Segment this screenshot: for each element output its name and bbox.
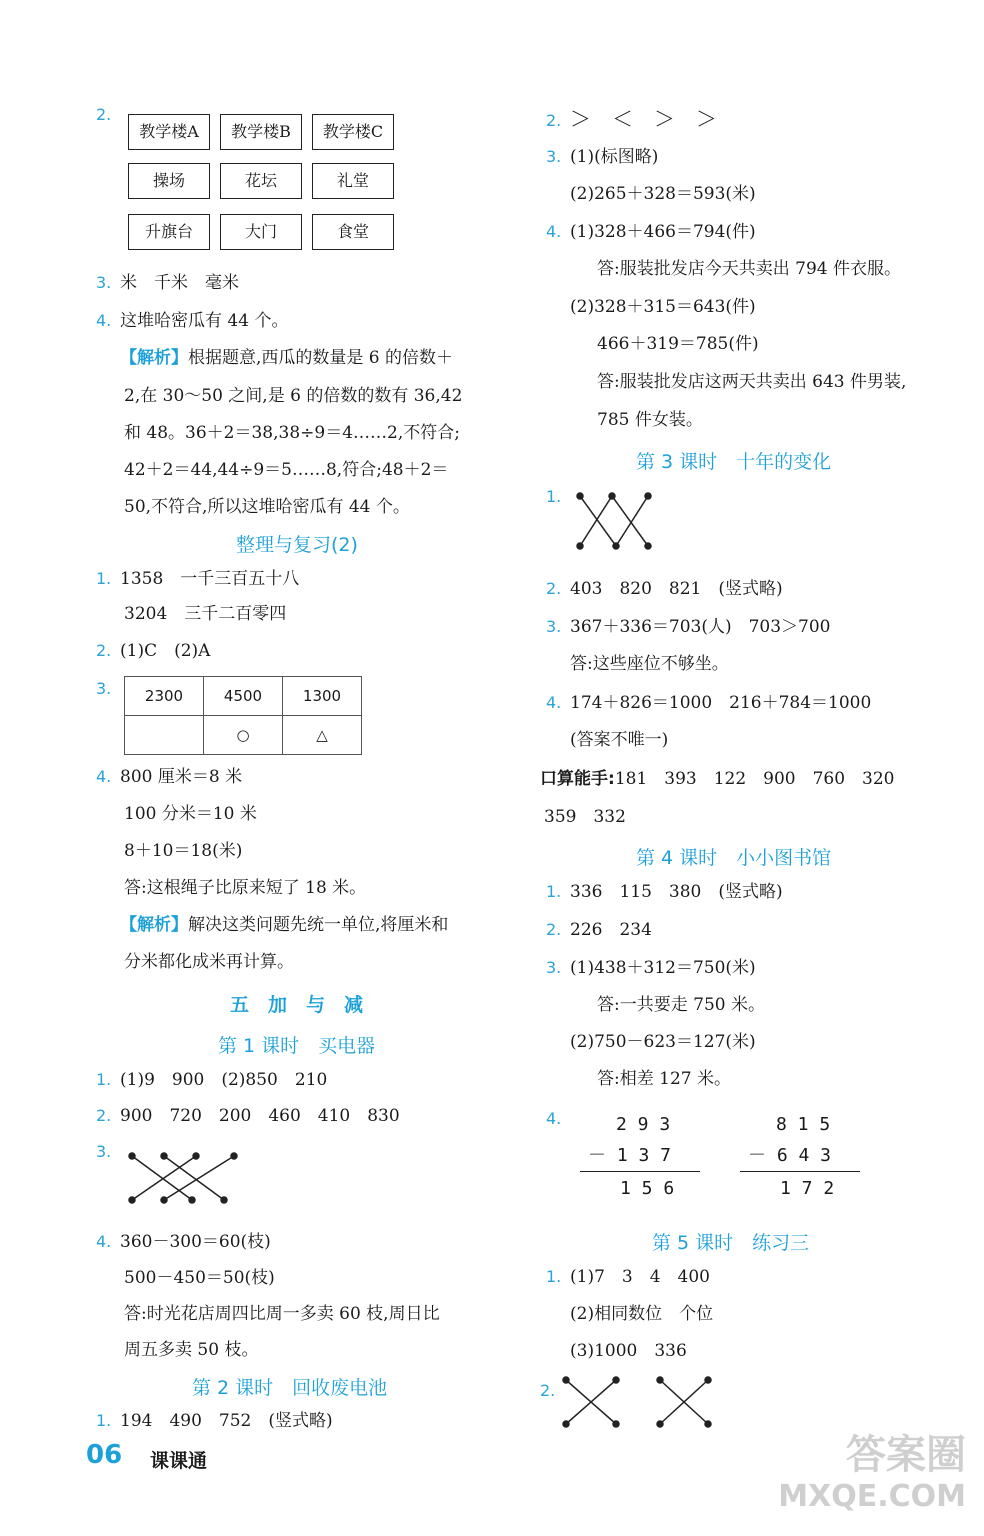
- oral-calc-answers: 359 332: [544, 807, 626, 827]
- rq4-line: (1)328＋466＝794(件): [570, 222, 756, 242]
- r4-number: 4.: [96, 767, 112, 786]
- l3q4-number: 4.: [546, 693, 562, 712]
- r1-number: 1.: [96, 569, 112, 588]
- rq2-answer: ＞ ＜ ＞ ＞: [570, 107, 717, 131]
- comparison-table: [124, 676, 362, 755]
- l1q1-number: 1.: [96, 1070, 112, 1089]
- l3q3-line: 答:这些座位不够坐。: [570, 654, 729, 674]
- r4-line: 8＋10＝18(米): [124, 841, 243, 861]
- l4q1-answer: 336 115 380 (竖式略): [570, 882, 783, 902]
- l4q2-number: 2.: [546, 920, 562, 939]
- analysis-line: 和 48。36＋2＝38,38÷9＝4……2,不符合;: [124, 423, 460, 443]
- watermark-url: MXQE.COM: [778, 1479, 966, 1514]
- section-title-review: 整理与复习(2): [236, 534, 358, 556]
- r3-number: 3.: [96, 679, 112, 698]
- l1q1-answer: (1)9 900 (2)850 210: [120, 1070, 328, 1090]
- analysis-line: 解决这类问题先统一单位,将厘米和: [188, 915, 449, 935]
- sub-result: 1 5 6: [580, 1171, 700, 1199]
- table-cell: 2300: [125, 677, 204, 716]
- analysis-line: 2,在 30～50 之间,是 6 的倍数的数有 36,42: [124, 386, 463, 406]
- rq4-line: 466＋319＝785(件): [580, 334, 759, 354]
- l1q4-line: 500－450＝50(枝): [124, 1268, 275, 1288]
- r4-line: 800 厘米＝8 米: [120, 767, 243, 787]
- matching-lines-diagram: [124, 1148, 254, 1208]
- l5q1-number: 1.: [546, 1267, 562, 1286]
- q4-number: 4.: [96, 311, 112, 330]
- r2-number: 2.: [96, 641, 112, 660]
- analysis-tag: 【解析】: [120, 915, 188, 935]
- l1q3-number: 3.: [96, 1142, 112, 1161]
- l4q3-line: 答:相差 127 米。: [580, 1069, 731, 1089]
- l3q4-line: (答案不唯一): [570, 730, 669, 750]
- l3q4-line: 174＋826＝1000 216＋784＝1000: [570, 693, 872, 713]
- lesson2-title: 第 2 课时 回收废电池: [192, 1377, 388, 1399]
- oral-calc-answers: 181 393 122 900 760 320: [614, 769, 895, 789]
- r4-line: 答:这根绳子比原来短了 18 米。: [124, 878, 367, 898]
- l5q1-line: (2)相同数位 个位: [570, 1304, 714, 1324]
- l4q3-line: 答:一共要走 750 米。: [580, 995, 765, 1015]
- l3q1-number: 1.: [546, 487, 562, 506]
- table-cell: 1300: [283, 677, 362, 716]
- l5q1-line: (1)7 3 4 400: [570, 1267, 710, 1287]
- rq4-line: 785 件女装。: [580, 410, 703, 430]
- q3-number: 3.: [96, 273, 112, 292]
- watermark-text: 答案圈: [846, 1432, 966, 1478]
- r1-line: 1358 一千三百五十八: [120, 569, 300, 589]
- triangle-symbol: △: [283, 716, 362, 755]
- l5q1-line: (3)1000 336: [570, 1341, 687, 1361]
- box-flag-platform: 升旗台: [128, 214, 210, 250]
- lesson5-title: 第 5 课时 练习三: [652, 1232, 810, 1254]
- sub-mid: － 6 4 3: [748, 1145, 832, 1166]
- l3q3-line: 367＋336＝703(人) 703＞700: [570, 617, 831, 637]
- l5q2-number: 2.: [540, 1381, 556, 1400]
- table-cell: [125, 716, 204, 755]
- table-cell: 4500: [204, 677, 283, 716]
- analysis-line: 分米都化成米再计算。: [124, 952, 294, 972]
- unit-title: 五 加 与 减: [230, 994, 364, 1016]
- analysis-line: 50,不符合,所以这堆哈密瓜有 44 个。: [124, 497, 410, 517]
- box-building-a: 教学楼A: [128, 114, 210, 150]
- q4-answer: 这堆哈密瓜有 44 个。: [120, 311, 289, 331]
- box-playground: 操场: [128, 163, 210, 199]
- lesson4-title: 第 4 课时 小小图书馆: [636, 847, 832, 869]
- l1q2-number: 2.: [96, 1106, 112, 1125]
- rq2-number: 2.: [546, 111, 562, 130]
- watermark-logo: [778, 1434, 966, 1518]
- rq3-number: 3.: [546, 147, 562, 166]
- box-building-c: 教学楼C: [312, 114, 394, 150]
- analysis-line: 42＋2＝44,44÷9＝5……8,符合;48＋2＝: [124, 460, 449, 480]
- lesson1-title: 第 1 课时 买电器: [218, 1035, 376, 1057]
- l4q2-answer: 226 234: [570, 920, 652, 940]
- oral-calc-label: 口算能手:: [540, 769, 615, 789]
- analysis-line: 根据题意,西瓜的数量是 6 的倍数＋: [188, 348, 454, 368]
- subtraction-1: [580, 1114, 700, 1199]
- sub-result: 1 7 2: [740, 1171, 860, 1199]
- l4q1-number: 1.: [546, 882, 562, 901]
- box-gate: 大门: [220, 214, 302, 250]
- l3q2-number: 2.: [546, 579, 562, 598]
- box-flowerbed: 花坛: [220, 163, 302, 199]
- l3q2-answer: 403 820 821 (竖式略): [570, 579, 783, 599]
- box-auditorium: 礼堂: [312, 163, 394, 199]
- q2-number: 2.: [96, 105, 112, 124]
- rq4-line: (2)328＋315＝643(件): [570, 297, 756, 317]
- sub-mid: － 1 3 7: [588, 1145, 672, 1166]
- l4q3-number: 3.: [546, 958, 562, 977]
- l1q4-line: 360－300＝60(枝): [120, 1232, 271, 1252]
- sub-top: 8 1 5: [776, 1114, 831, 1135]
- analysis-tag: 【解析】: [120, 348, 188, 368]
- l1q4-number: 4.: [96, 1232, 112, 1251]
- rq3-line: (1)(标图略): [570, 147, 659, 167]
- q3-answer: 米 千米 毫米: [120, 273, 239, 293]
- l3q3-number: 3.: [546, 617, 562, 636]
- l4q3-line: (2)750－623＝127(米): [570, 1032, 756, 1052]
- circle-symbol: ○: [204, 716, 283, 755]
- r2-answer: (1)C (2)A: [120, 641, 211, 661]
- box-canteen: 食堂: [312, 214, 394, 250]
- l2q1-answer: 194 490 752 (竖式略): [120, 1411, 333, 1431]
- lesson3-title: 第 3 课时 十年的变化: [636, 451, 832, 473]
- book-title: 课课通: [150, 1450, 208, 1472]
- r4-line: 100 分米＝10 米: [124, 804, 257, 824]
- r1-line: 3204 三千二百零四: [124, 604, 287, 624]
- l4q4-number: 4.: [546, 1109, 562, 1128]
- page-number: 06: [86, 1440, 123, 1470]
- l1q4-line: 周五多卖 50 枝。: [124, 1340, 259, 1360]
- l4q3-line: (1)438＋312＝750(米): [570, 958, 756, 978]
- rq4-line: 答:服装批发店这两天共卖出 643 件男装,: [580, 372, 907, 392]
- rq4-number: 4.: [546, 222, 562, 241]
- l2q1-number: 1.: [96, 1411, 112, 1430]
- box-building-b: 教学楼B: [220, 114, 302, 150]
- rq3-line: (2)265＋328＝593(米): [570, 184, 756, 204]
- subtraction-2: [740, 1114, 860, 1199]
- matching-lines-diagram: [572, 490, 662, 552]
- matching-lines-diagram: [562, 1374, 722, 1430]
- sub-top: 2 9 3: [616, 1114, 671, 1135]
- l1q4-line: 答:时光花店周四比周一多卖 60 枝,周日比: [124, 1304, 440, 1324]
- l1q2-answer: 900 720 200 460 410 830: [120, 1106, 400, 1126]
- rq4-line: 答:服装批发店今天共卖出 794 件衣服。: [580, 259, 901, 279]
